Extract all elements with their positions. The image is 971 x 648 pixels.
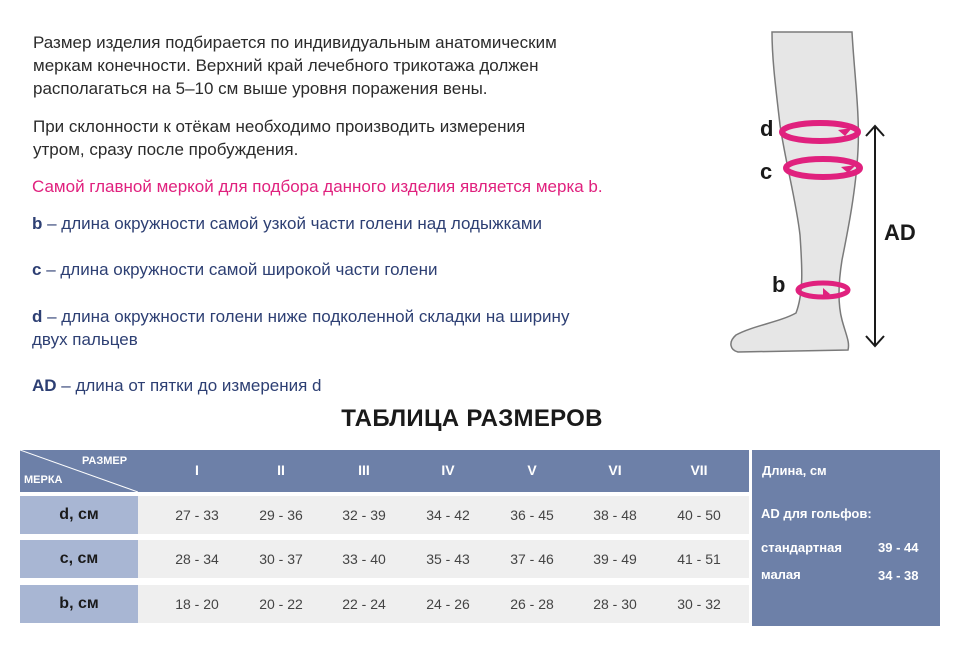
size-table-title: ТАБЛИЦА РАЗМЕРОВ [341,405,603,432]
size-table-header [20,450,749,492]
table-cell: 28 - 34 [175,551,219,567]
table-row [20,540,749,578]
header-measure-label: МЕРКА [24,474,63,486]
main-measure-note: Самой главной меркой для подбора данного изделия является мерка b. [32,177,603,196]
table-cell: 33 - 40 [342,551,386,567]
table-cell: 24 - 26 [426,596,470,612]
table-cell: 39 - 49 [593,551,637,567]
table-cell: 36 - 45 [510,507,554,523]
definition-text: двух пальцев [32,330,138,349]
row-label: d, см [20,496,138,534]
table-cell: 30 - 32 [677,596,721,612]
definition-d [32,305,569,351]
header-size-label: РАЗМЕР [82,455,128,467]
size-column-header: IV [441,462,455,478]
ad-length-arrow [866,126,884,346]
intro-line: утром, сразу после пробуждения. [33,140,299,159]
size-column-header: VII [690,462,708,478]
size-column-header: I [195,462,199,478]
definition-key: AD [32,376,57,395]
length-panel-subtitle: AD для гольфов: [761,506,872,521]
table-cell: 35 - 43 [426,551,470,567]
diagram-label-ad: AD [884,220,916,245]
size-table [20,450,749,628]
size-column-header: III [358,462,370,478]
definition-ad [32,374,322,397]
intro-line: Размер изделия подбирается по индивидуальным анатомическим [33,33,557,52]
diagram-label-d: d [760,116,774,141]
table-cell: 27 - 33 [175,507,219,523]
standard-length-label: стандартная [761,540,842,555]
intro-line: располагаться на 5–10 см выше уровня поражения вены. [33,79,488,98]
table-cell: 18 - 20 [175,596,219,612]
diagram-label-c: c [760,159,773,184]
table-cell: 41 - 51 [677,551,721,567]
small-length-value: 34 - 38 [878,568,919,583]
size-column-header: V [527,462,537,478]
definition-c [32,258,437,281]
table-cell: 29 - 36 [259,507,303,523]
small-length-label: малая [761,567,801,582]
leg-silhouette [731,32,858,352]
table-cell: 32 - 39 [342,507,386,523]
intro-paragraph-2 [33,115,525,161]
table-cell: 40 - 50 [677,507,721,523]
table-cell: 20 - 22 [259,596,303,612]
definition-text: – длина окружности самой узкой части голени над лодыжками [42,214,543,233]
row-label: c, см [20,540,138,578]
table-cell: 34 - 42 [426,507,470,523]
table-cell: 37 - 46 [510,551,554,567]
definition-key: b [32,214,43,233]
definition-key: c [32,260,42,279]
definition-text: – длина окружности самой широкой части голени [41,260,438,279]
definition-text: – длина от пятки до измерения d [56,376,322,395]
size-column-header: II [277,462,285,478]
intro-line: меркам конечности. Верхний край лечебного трикотажа должен [33,56,539,75]
definition-key: d [32,307,43,326]
table-row [20,585,749,623]
diagram-label-b: b [772,272,786,297]
standard-length-value: 39 - 44 [878,540,919,555]
table-row [20,496,749,534]
leg-measurement-diagram [720,30,930,360]
table-cell: 30 - 37 [259,551,303,567]
intro-line: При склонности к отёкам необходимо производить измерения [33,117,526,136]
table-cell: 38 - 48 [593,507,637,523]
intro-paragraph-1 [33,31,557,100]
table-cell: 28 - 30 [593,596,637,612]
table-cell: 22 - 24 [342,596,386,612]
definition-b [32,212,542,235]
length-panel-title: Длина, см [762,463,827,478]
definition-text: – длина окружности голени ниже подколенной складки на ширину [42,307,570,326]
length-panel [752,450,940,626]
size-column-header: VI [608,462,622,478]
row-label: b, см [20,585,138,623]
table-cell: 26 - 28 [510,596,554,612]
